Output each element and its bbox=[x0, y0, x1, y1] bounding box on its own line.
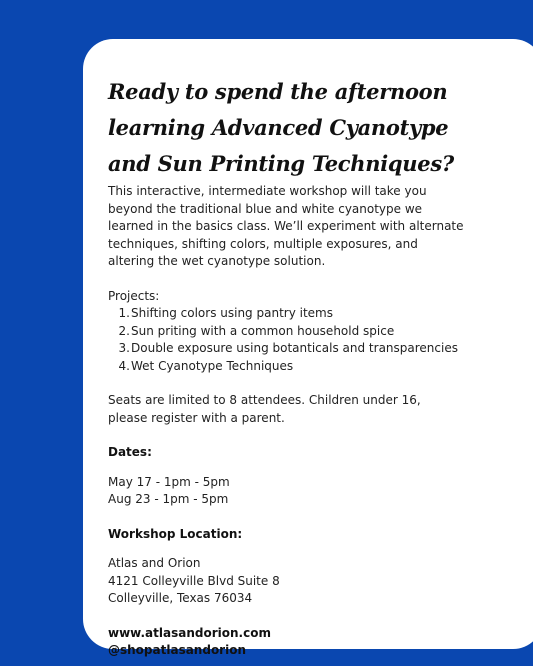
item-number: 2. bbox=[118, 323, 130, 338]
item-text: Wet Cyanotype Techniques bbox=[131, 358, 294, 373]
list-item bbox=[108, 305, 508, 323]
location-name: Atlas and Orion bbox=[108, 556, 201, 570]
location-heading: Workshop Location: bbox=[108, 526, 243, 541]
social-handle[interactable]: @shopatlasandorion bbox=[108, 643, 246, 657]
website-link[interactable]: www.atlasandorion.com bbox=[108, 625, 271, 640]
flyer-content bbox=[108, 74, 508, 660]
item-number: 1. bbox=[118, 306, 130, 320]
date-line: Aug 23 - 1pm - 5pm bbox=[108, 492, 229, 506]
projects-list bbox=[108, 305, 508, 375]
links-block bbox=[108, 625, 508, 660]
seats-note: Seats are limited to 8 attendees. Children under 16, please register with a parent. bbox=[108, 393, 421, 425]
item-number: 4. bbox=[118, 358, 130, 373]
date-line: May 17 - 1pm - 5pm bbox=[108, 474, 230, 489]
dates-heading: Dates: bbox=[108, 445, 152, 459]
item-number: 3. bbox=[118, 341, 130, 355]
list-item bbox=[108, 323, 508, 341]
projects-heading: Projects: bbox=[108, 288, 160, 303]
location-address: 4121 Colleyville Blvd Suite 8 bbox=[108, 573, 280, 588]
item-text: Sun priting with a common household spice bbox=[131, 323, 395, 338]
item-text: Shifting colors using pantry items bbox=[131, 306, 333, 320]
list-item bbox=[108, 340, 508, 358]
flyer-title: Ready to spend the afternoon learning Advanced Cyanotype and Sun Printing Techniques? bbox=[108, 79, 454, 176]
list-item bbox=[108, 358, 508, 376]
intro-paragraph: This interactive, intermediate workshop will take you beyond the traditional blue and white cyanotype we learned in the basics class. We’ll experiment with alternate techniques, shifting colors, multiple exposures, and altering the wet cyanotype solution. bbox=[108, 184, 464, 268]
location-city: Colleyville, Texas 76034 bbox=[108, 591, 253, 605]
item-text: Double exposure using botanticals and transparencies bbox=[131, 341, 458, 355]
